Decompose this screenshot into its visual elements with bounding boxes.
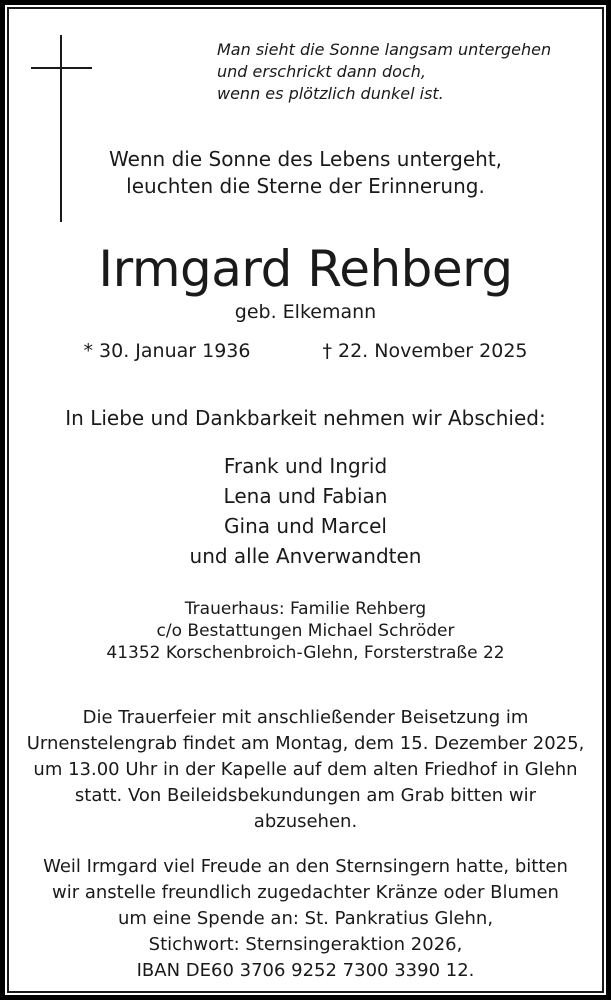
- opening-quote-line: Man sieht die Sonne langsam untergehen: [217, 40, 552, 59]
- mourner-line: Gina und Marcel: [224, 514, 387, 538]
- address-line: c/o Bestattungen Michael Schröder: [156, 621, 455, 641]
- farewell-intro: In Liebe und Dankbarkeit nehmen wir Abschied:: [65, 406, 546, 430]
- donation-notice-line: Stichwort: Sternsingeraktion 2026,: [148, 934, 463, 955]
- mourning-house-address: [0, 598, 611, 664]
- donation-notice-line: Weil Irmgard viel Freude an den Sternsingern hatte, bitten: [43, 856, 568, 877]
- mourners-list: [0, 451, 611, 571]
- epigraph: [0, 146, 611, 200]
- donation-notice-line: wir anstelle freundlich zugedachter Kränze oder Blumen: [52, 882, 559, 903]
- mourner-line: Frank und Ingrid: [223, 454, 388, 478]
- donation-notice-line: IBAN DE60 3706 9252 7300 3390 12.: [136, 960, 475, 981]
- epigraph-line: leuchten die Sterne der Erinnerung.: [126, 174, 485, 198]
- funeral-notice-line: Urnenstelengrab findet am Montag, dem 15. Dezember 2025,: [26, 733, 585, 754]
- funeral-notice-line: abzusehen.: [253, 811, 358, 832]
- address-line: Trauerhaus: Familie Rehberg: [184, 599, 427, 619]
- cross-horizontal-bar: [31, 67, 92, 69]
- funeral-notice-line: statt. Von Beileidsbekundungen am Grab bitten wir: [74, 785, 537, 806]
- mourner-line: Lena und Fabian: [223, 484, 388, 508]
- donation-notice: [0, 854, 611, 984]
- mourner-line: und alle Anverwandten: [189, 544, 422, 568]
- funeral-notice-line: Die Trauerfeier mit anschließender Beisetzung im: [82, 707, 529, 728]
- funeral-notice-line: um 13.00 Uhr in der Kapelle auf dem alten Friedhof in Glehn: [33, 759, 578, 780]
- donation-notice-line: um eine Spende an: St. Pankratius Glehn,: [117, 908, 494, 929]
- birth-date: * 30. Januar 1936: [83, 340, 251, 362]
- address-line: 41352 Korschenbroich-Glehn, Forsterstraße 22: [106, 643, 505, 663]
- opening-quote-line: wenn es plötzlich dunkel ist.: [217, 84, 444, 103]
- epigraph-line: Wenn die Sonne des Lebens untergeht,: [108, 147, 503, 171]
- opening-quote-line: und erschrickt dann doch,: [217, 62, 426, 81]
- deceased-name: Irmgard Rehberg: [98, 240, 513, 298]
- life-dates: [0, 338, 611, 364]
- opening-quote: [217, 39, 551, 105]
- maiden-name: geb. Elkemann: [234, 301, 377, 323]
- death-date: † 22. November 2025: [322, 340, 528, 362]
- funeral-notice: [0, 705, 611, 835]
